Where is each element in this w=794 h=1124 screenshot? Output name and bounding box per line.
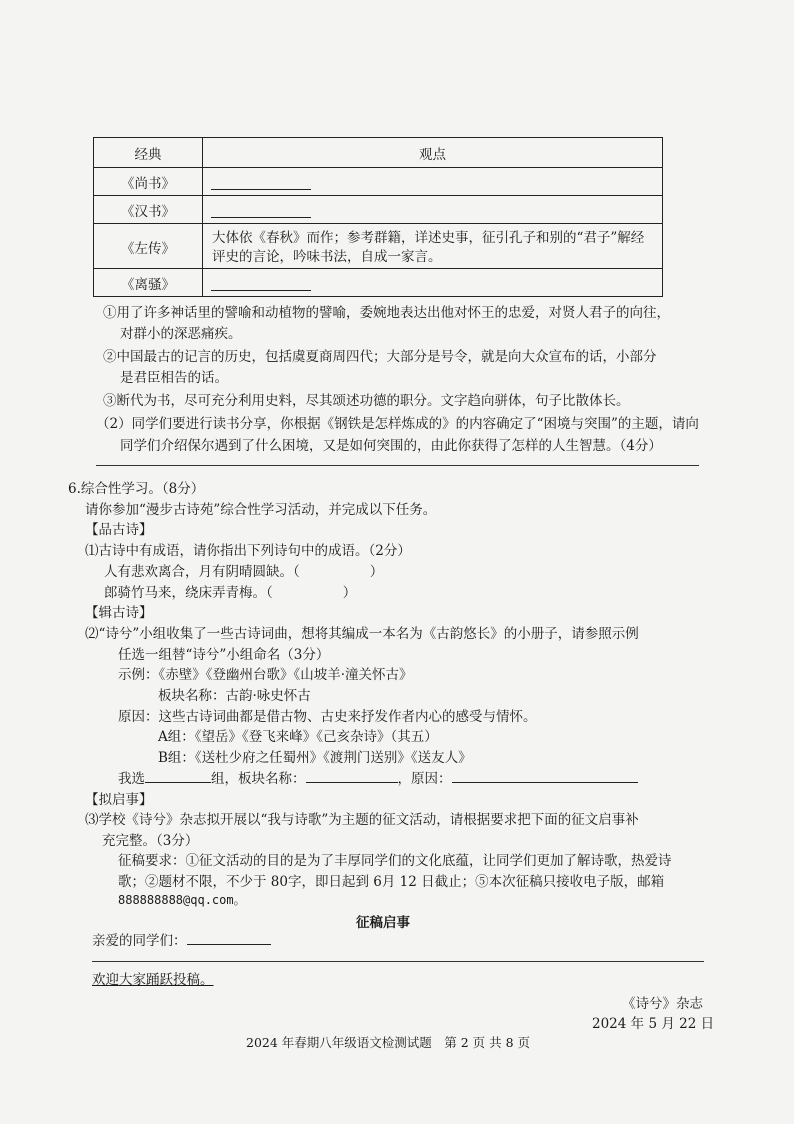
example-reason: 原因：这些古诗词曲都是借古物、古史来抒发作者内心的感受与情怀。 <box>118 709 537 725</box>
book-name: 《汉书》 <box>121 204 175 220</box>
book-name: 《左传》 <box>121 240 175 257</box>
answer-blank[interactable] <box>211 189 311 190</box>
group-b: B组：《送杜少府之任蜀州》《渡荆门送别》《送友人》 <box>158 750 472 766</box>
table-row <box>94 268 662 297</box>
close-paren: ） <box>369 564 384 580</box>
option-2-line2: 是君臣相告的话。 <box>120 370 228 386</box>
book-name: 《尚书》 <box>121 176 175 192</box>
signature-date: 2024 年 5 月 22 日 <box>592 1016 715 1032</box>
view-text: 大体依《春秋》而作；参考群籍，详述史事，征引孔子和别的“君子”解经评史的言论，吟味书法，自成一家言。 <box>212 230 645 265</box>
answer-blank[interactable] <box>211 217 311 218</box>
option-1-line1: ①用了许多神话里的譬喻和动植物的譬喻，委婉地表达出他对怀王的忠爱，对贤人君子的向往， <box>103 305 670 321</box>
question-6-2-line2: 任选一组替“诗兮”小组命名（3分） <box>118 647 330 663</box>
question-6-title: 6.综合性学习。（8分） <box>68 481 205 497</box>
group-a: A组：《望岳》《登飞来峰》《己亥杂诗》（其五） <box>158 729 438 745</box>
section-ni-qishi: 【拟启事】 <box>85 792 153 808</box>
question-5-2-line2: 同学们介绍保尔遇到了什么困境，又是如何突围的，由此你获得了怎样的人生智慧。（4分） <box>120 438 662 454</box>
poem-line-2-text: 郎骑竹马来，绕床弄青梅。（ <box>104 585 273 601</box>
notice-title: 征稿启事 <box>356 915 410 931</box>
choose-label: 我选 <box>118 771 145 787</box>
table-row <box>94 195 662 224</box>
question-6-2-line1: ⑵“诗兮”小组收集了一些古诗词曲，想将其编成一本名为《古韵悠长》的小册子，请参照示例 <box>85 626 639 642</box>
table-header-row <box>94 138 662 167</box>
answer-blank[interactable] <box>211 290 311 291</box>
answer-line[interactable] <box>96 465 699 466</box>
poem-line-1 <box>104 560 383 580</box>
book-name: 《离骚》 <box>121 277 175 293</box>
question-6-1: ⑴古诗中有成语，请你指出下列诗句中的成语。（2分） <box>85 543 411 559</box>
welcome-line: 欢迎大家踊跃投稿。 <box>92 972 214 988</box>
page-footer: 2024 年春期八年级语文检测试题 第 2 页 共 8 页 <box>246 1035 531 1050</box>
question-6-intro: 请你参加“漫步古诗苑”综合性学习活动，并完成以下任务。 <box>85 502 437 518</box>
notice-body-line[interactable] <box>92 961 704 962</box>
question-5-2-line1: （2）同学们要进行读书分享，你根据《钢铁是怎样炼成的》的内容确定了“困境与突围”的主题，请向 <box>96 416 699 432</box>
choose-line <box>118 767 638 787</box>
table-row <box>94 167 662 196</box>
block-name-blank[interactable] <box>306 768 398 783</box>
close-paren: ） <box>342 585 357 601</box>
table-row <box>94 223 662 269</box>
greeting-blank[interactable] <box>187 930 271 945</box>
greeting: 亲爱的同学们： <box>92 933 187 949</box>
question-6-3-line2: 充完整。（3分） <box>102 833 199 849</box>
greeting-line <box>92 929 271 949</box>
poem-line-2 <box>104 581 356 601</box>
question-6-3-line1: ⑶学校《诗兮》杂志拟开展以“我与诗歌”为主题的征文活动，请根据要求把下面的征文启事补 <box>85 812 639 828</box>
reason-blank[interactable] <box>452 768 638 783</box>
poem-line-1-text: 人有悲欢离合，月有阴晴圆缺。（ <box>104 564 300 580</box>
requirement-email: 888888888@qq.com。 <box>118 893 246 907</box>
header-classic: 经典 <box>134 146 162 163</box>
block-name-label: 组，板块名称： <box>211 771 306 787</box>
section-pin-gushi: 【品古诗】 <box>85 522 153 538</box>
option-3: ③断代为书，尽可充分利用史料，尽其颂述功德的职分。文字趋向骈体，句子比散体长。 <box>103 393 630 409</box>
signature-org: 《诗兮》杂志 <box>622 996 703 1012</box>
group-blank[interactable] <box>145 768 211 783</box>
requirement-line2: 歌；②题材不限，不少于 80字，即日起到 6月 12 日截止；⑤本次征稿只接收电子版，邮箱 <box>118 874 665 890</box>
classics-table <box>93 137 663 297</box>
requirement-line1: 征稿要求：①征文活动的目的是为了丰厚同学们的文化底蕴，让同学们更加了解诗歌，热爱诗 <box>118 853 672 869</box>
example-line: 示例：《赤壁》《登幽州台歌》《山坡羊·潼关怀古》 <box>118 667 413 683</box>
reason-label: ，原因： <box>397 771 452 787</box>
section-ji-gushi: 【辑古诗】 <box>85 605 153 621</box>
header-view: 观点 <box>202 138 662 167</box>
option-2-line1: ②中国最古的记言的历史，包括虞夏商周四代；大部分是号令，就是向大众宣布的话，小部分 <box>103 349 657 365</box>
option-1-line2: 对群小的深恶痛疾。 <box>120 326 242 342</box>
example-block-name: 板块名称：古韵·咏史怀古 <box>158 688 311 704</box>
